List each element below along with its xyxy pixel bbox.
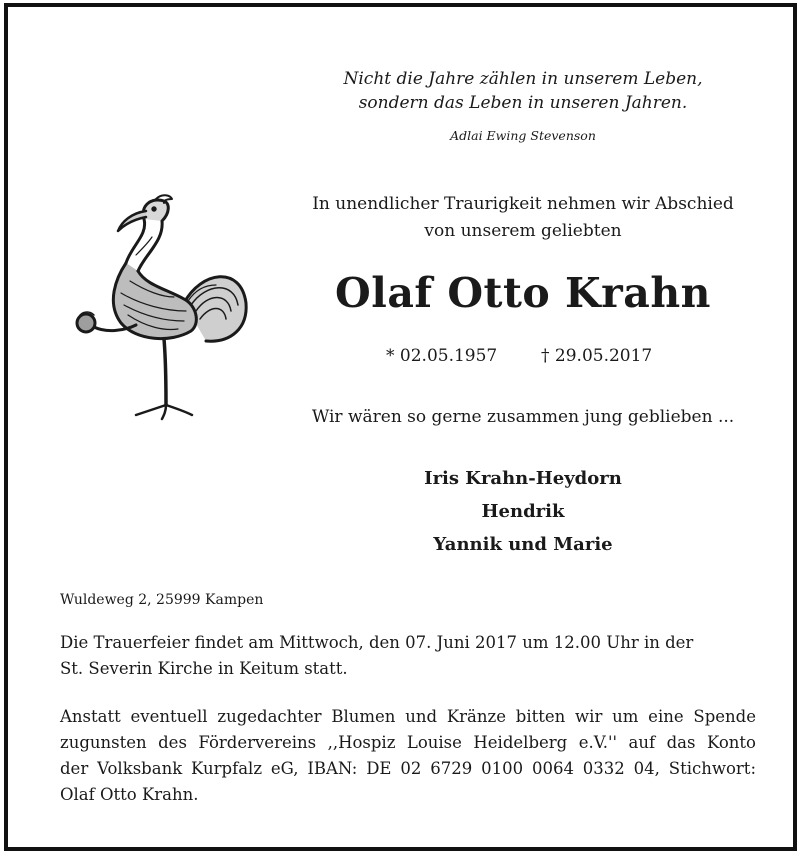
announcement-text	[278, 191, 768, 245]
donation-line-4: Olaf Otto Krahn.	[60, 785, 199, 804]
epigraph-quote	[308, 67, 738, 115]
mourners-list	[278, 462, 768, 561]
donation-line-3: der Volksbank Kurpfalz eG, IBAN: DE 02 6729 0100 0064 0332 04, Stichwort:	[60, 759, 756, 778]
donation-line-1: Anstatt eventuell zugedachter Blumen und Kränze bitten wir um eine Spende	[60, 707, 756, 726]
deceased-name: Olaf Otto Krahn	[335, 269, 711, 317]
death-date: † 29.05.2017	[541, 346, 653, 366]
quote-author: Adlai Ewing Stevenson	[450, 128, 596, 143]
funeral-line-2: St. Severin Kirche in Keitum statt.	[60, 659, 348, 678]
donation-line-2: zugunsten des Fördervereins ,,Hospiz Louise Heidelberg e.V.'' auf das Konto	[60, 733, 756, 752]
quote-line-2: sondern das Leben in unseren Jahren.	[358, 93, 688, 113]
rooster-illustration	[66, 193, 251, 428]
announcement-line-2: von unserem geliebten	[424, 221, 622, 241]
funeral-line-1: Die Trauerfeier findet am Mittwoch, den 07. Juni 2017 um 12.00 Uhr in der	[60, 633, 694, 652]
mourner-name: Iris Krahn-Heydorn	[424, 468, 622, 489]
birth-date: * 02.05.1957	[386, 346, 498, 366]
quote-line-1: Nicht die Jahre zählen in unserem Leben,	[343, 69, 703, 89]
announcement-line-1: In unendlicher Traurigkeit nehmen wir Abschied	[312, 194, 734, 214]
mourner-name: Hendrik	[481, 501, 565, 522]
mourner-name: Yannik und Marie	[433, 534, 613, 555]
donation-notice	[60, 704, 756, 808]
funeral-notice	[60, 630, 760, 682]
memorial-phrase: Wir wären so gerne zusammen jung geblieben ...	[311, 407, 735, 427]
obituary-frame	[4, 3, 797, 851]
family-address: Wuldeweg 2, 25999 Kampen	[60, 592, 264, 608]
